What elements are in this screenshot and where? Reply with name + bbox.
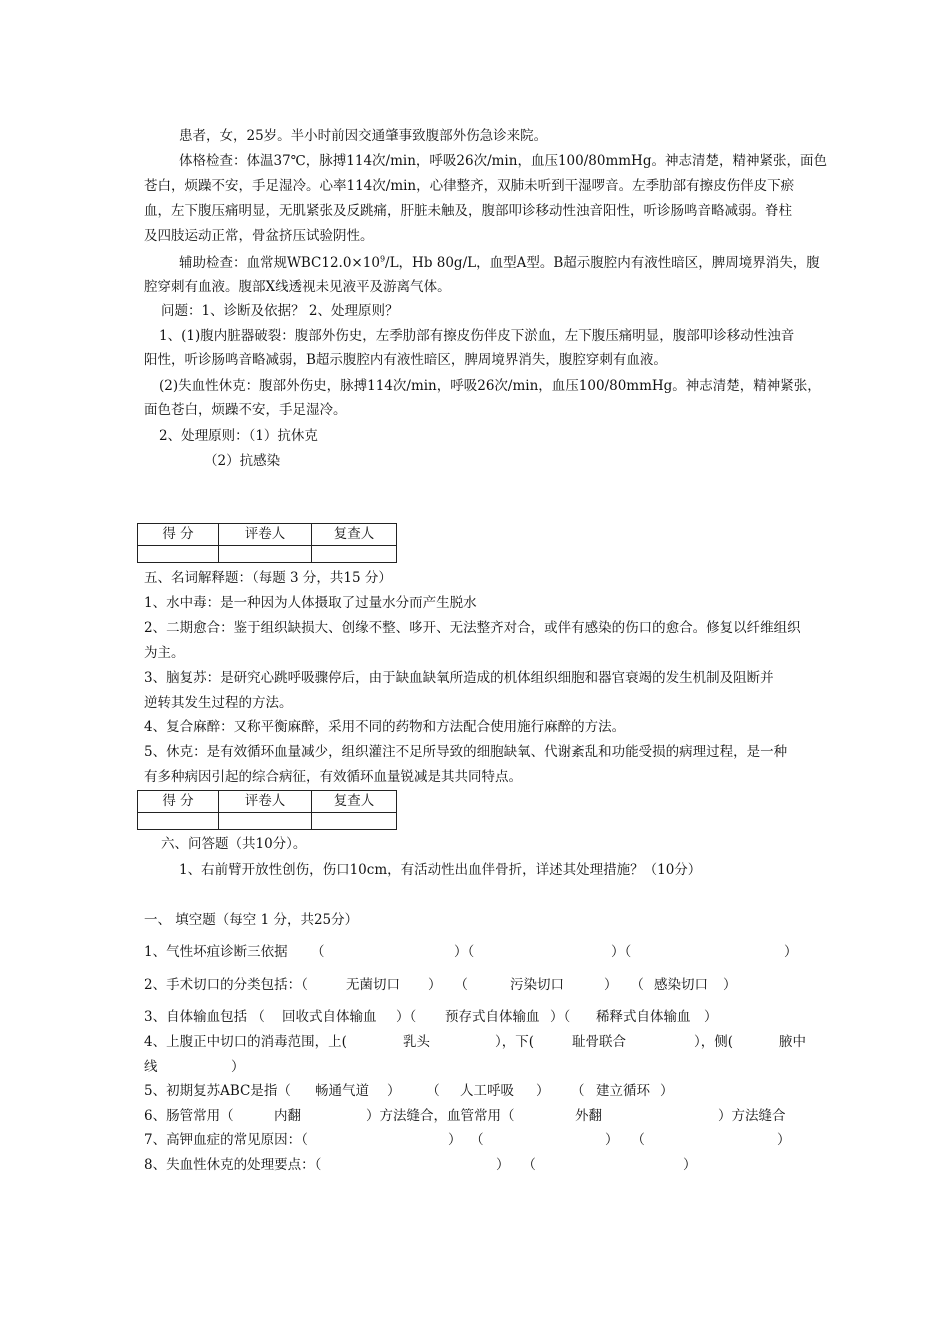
definition-line: 逆转其发生过程的方法。	[144, 695, 293, 711]
fill-answer: 无菌切口	[346, 977, 400, 993]
fill-answer: 预存式自体输血	[445, 1009, 540, 1025]
section-title: 五、名词解释题：（每题 3 分，共15 分）	[144, 570, 392, 586]
reviewer-header: 复查人	[312, 524, 397, 546]
paren: ）	[777, 1132, 791, 1148]
fill-question-label: 8、失血性休克的处理要点：（	[144, 1157, 322, 1173]
case-exam-line: 体格检查：体温37℃，脉搏114次/min，呼吸26次/min，血压100/80mmHg。神志清楚，精神紧张，面色	[179, 153, 827, 169]
paren: ） （	[448, 1132, 484, 1148]
paren: ） （	[387, 1083, 440, 1099]
score-table	[137, 523, 397, 563]
fill-answer: 乳头	[403, 1034, 430, 1050]
definition-line: 为主。	[144, 645, 185, 661]
aux-superscript: 9	[379, 254, 386, 264]
case-question: 问题：1、诊断及依据？ 2、处理原则？	[161, 303, 399, 319]
paren: ）	[683, 1157, 697, 1173]
paren: ），侧(	[694, 1034, 734, 1050]
section-title: 一、 填空题（每空 1 分，共25分）	[144, 912, 359, 928]
fill-question-label: 6、肠管常用（	[144, 1108, 234, 1124]
fill-question-label: 4、上腹正中切口的消毒范围，上(	[144, 1034, 347, 1050]
answer-line: 阳性，听诊肠鸣音略减弱，B超示腹腔内有液性暗区，脾周境界消失，腹腔穿刺有血液。	[144, 352, 667, 368]
paren: ）（	[611, 944, 632, 960]
case-intro: 患者，女，25岁。半小时前因交通肇事致腹部外伤急诊来院。	[179, 128, 548, 144]
definition-line: 4、复合麻醉：又称平衡麻醉，采用不同的药物和方法配合使用施行麻醉的方法。	[144, 719, 626, 735]
reviewer-header: 复查人	[312, 791, 397, 813]
fill-answer: 畅通气道	[315, 1083, 369, 1099]
fill-answer: 耻骨联合	[572, 1034, 626, 1050]
definition-line: 5、休克：是有效循环血量减少，组织灌注不足所导致的细胞缺氧、代谢紊乱和功能受损的病理过程，是一种	[144, 744, 788, 760]
fill-answer: 回收式自体输血	[282, 1009, 377, 1025]
fill-answer: 建立循环	[596, 1083, 650, 1099]
fill-answer: 稀释式自体输血	[596, 1009, 691, 1025]
grader-header: 评卷人	[219, 524, 312, 546]
paren: ）	[784, 944, 798, 960]
paren: ）	[723, 977, 737, 993]
paren: ） （	[496, 1157, 536, 1173]
score-cell[interactable]	[138, 813, 219, 830]
case-exam-line: 及四肢运动正常，骨盆挤压试验阴性。	[144, 228, 374, 244]
fill-answer: 线	[144, 1059, 158, 1075]
fill-question-label: 7、高钾血症的常见原因：（	[144, 1132, 308, 1148]
paren: ）	[231, 1059, 245, 1075]
case-exam-line: 血，左下腹压痛明显，无肌紧张及反跳痛，肝脏未触及，腹部叩诊移动性浊音阳性，听诊肠鸣音略减弱。脊柱	[144, 203, 792, 219]
case-aux-line	[179, 253, 820, 273]
score-header: 得 分	[138, 791, 219, 813]
score-cell[interactable]	[138, 546, 219, 563]
paren: ）（	[396, 1009, 417, 1025]
fill-answer: 感染切口	[654, 977, 708, 993]
paren: ）	[660, 1083, 674, 1099]
grader-header: 评卷人	[219, 791, 312, 813]
aux-text-b: /L，Hb 80g/L，血型A型。B超示腹腔内有液性暗区，脾周境界消失，腹	[385, 255, 820, 271]
fill-answer: 外翻	[575, 1108, 602, 1124]
paren: ）（	[550, 1009, 571, 1025]
answer-line: 面色苍白，烦躁不安，手足湿冷。	[144, 402, 347, 418]
section-title: 六、问答题（共10分）。	[161, 836, 307, 852]
fill-answer: 污染切口	[510, 977, 564, 993]
grader-cell[interactable]	[219, 546, 312, 563]
score-header: 得 分	[138, 524, 219, 546]
essay-question: 1、右前臂开放性创伤，伤口10cm，有活动性出血伴骨折，详述其处理措施？（10分）	[179, 862, 702, 878]
definition-line: 3、脑复苏：是研究心跳呼吸骤停后，由于缺血缺氧所造成的机体组织细胞和器官衰竭的发生机制及阻断并	[144, 670, 774, 686]
answer-line: 1、(1)腹内脏器破裂：腹部外伤史，左季肋部有擦皮伤伴皮下淤血，左下腹压痛明显，腹部叩诊移动性浊音	[159, 328, 795, 344]
fill-question-label: ）方法缝合	[718, 1108, 786, 1124]
aux-text-a: 辅助检查：血常规WBC12.0×10	[179, 255, 380, 271]
answer-line: (2)失血性休克：腹部外伤史，脉搏114次/min，呼吸26次/min，血压100/80mmHg。神志清楚，精神紧张，	[159, 378, 821, 394]
grader-cell[interactable]	[219, 813, 312, 830]
paren: ），下(	[495, 1034, 535, 1050]
paren: ） （	[605, 1132, 645, 1148]
score-table	[137, 790, 397, 830]
reviewer-cell[interactable]	[312, 546, 397, 563]
reviewer-cell[interactable]	[312, 813, 397, 830]
definition-line: 2、二期愈合：鉴于组织缺损大、创缘不整、哆开、无法整齐对合，或伴有感染的伤口的愈合。修复以纤维组织	[144, 620, 801, 636]
principle-line: 2、处理原则：（1）抗休克	[159, 428, 318, 444]
fill-question-label: 5、初期复苏ABC是指（	[144, 1083, 291, 1099]
fill-question-label: 3、自体输血包括 （	[144, 1009, 265, 1025]
definition-line: 1、水中毒：是一种因为人体摄取了过量水分而产生脱水	[144, 595, 477, 611]
paren: ） （	[536, 1083, 585, 1099]
paren: ） （	[428, 977, 468, 993]
fill-answer: 内翻	[274, 1108, 301, 1124]
fill-question-label: 2、手术切口的分类包括：（	[144, 977, 308, 993]
case-exam-line: 苍白，烦躁不安，手足湿冷。心率114次/min，心律整齐，双肺未听到干湿啰音。左季肋部有擦皮伤伴皮下瘀	[144, 178, 795, 194]
fill-question-label: 1、气性坏疽诊断三依据	[144, 944, 288, 960]
paren: （	[311, 944, 325, 960]
principle-line: （2）抗感染	[204, 453, 281, 469]
paren: ）（	[454, 944, 475, 960]
definition-line: 有多种病因引起的综合病征，有效循环血量锐减是其共同特点。	[144, 769, 522, 785]
paren: ）	[704, 1009, 718, 1025]
case-aux-line: 腔穿刺有血液。腹部X线透视未见液平及游离气体。	[144, 279, 451, 295]
fill-answer: 腋中	[779, 1034, 806, 1050]
paren: ） （	[604, 977, 644, 993]
fill-question-label: ）方法缝合，血管常用（	[366, 1108, 515, 1124]
fill-answer: 人工呼吸	[460, 1083, 514, 1099]
